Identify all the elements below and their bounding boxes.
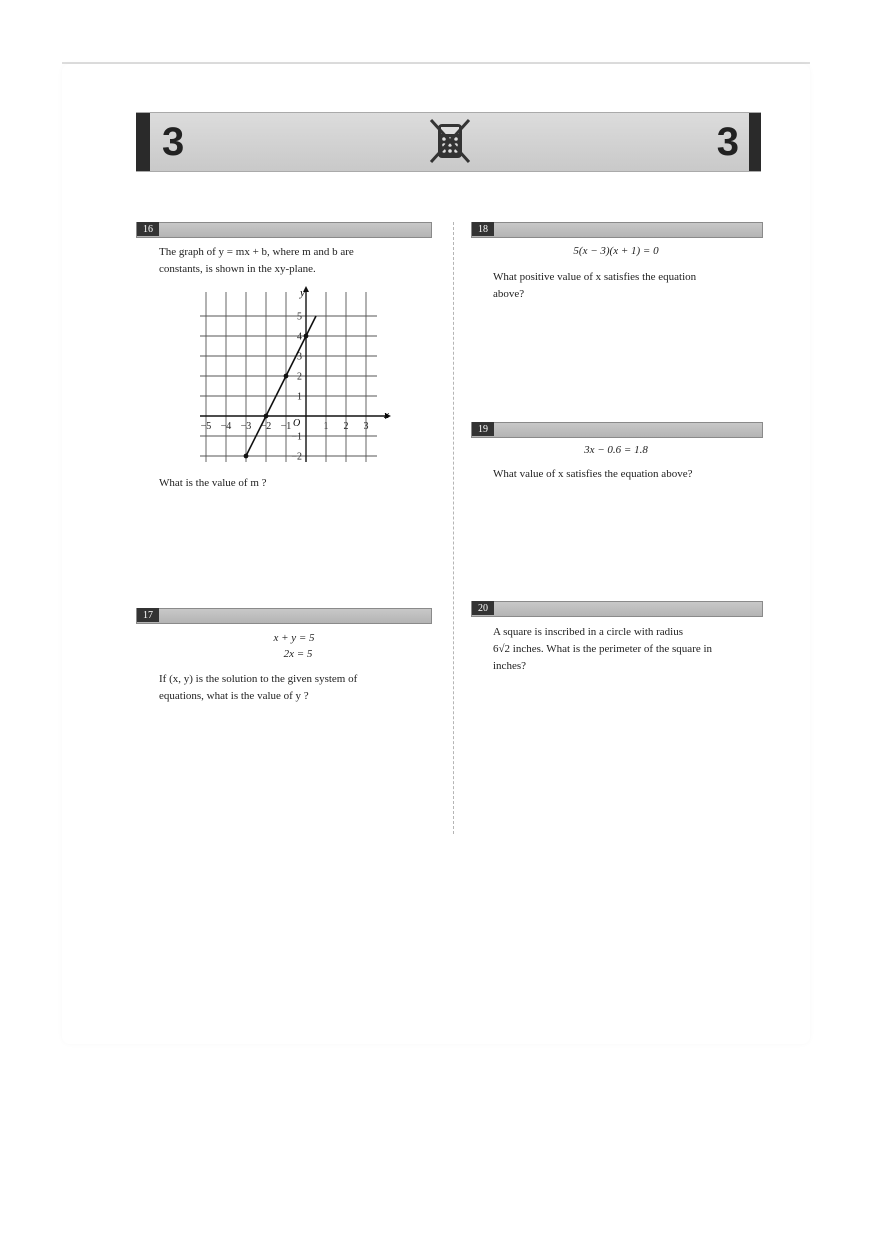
section-number-right: 3 xyxy=(716,120,739,164)
question-18-line-1: What positive value of x satisfies the equation xyxy=(493,271,697,283)
section-number-left: 3 xyxy=(162,120,185,164)
question-bar-19 xyxy=(471,422,763,438)
y-tick-label: 5 xyxy=(297,311,302,323)
question-17-equation-2: 2x = 5 xyxy=(283,648,313,660)
section-bar-right xyxy=(749,113,761,171)
question-20-line-2: 6√2 inches. What is the perimeter of the square in xyxy=(493,643,713,655)
question-20-text xyxy=(493,624,758,675)
question-18-equation: 5(x − 3)(x + 1) = 0 xyxy=(573,245,659,257)
question-bar-16 xyxy=(136,222,432,238)
x-tick-label: −2 xyxy=(260,421,272,432)
question-16-line-1: The graph of y = mx + b, where m and b are xyxy=(159,246,354,258)
question-number-18: 18 xyxy=(472,222,494,236)
x-tick-label: −5 xyxy=(200,421,212,432)
x-tick-label: −1 xyxy=(280,421,292,432)
y-tick-label: −2 xyxy=(291,451,302,463)
y-axis-label: y xyxy=(300,287,305,299)
data-point xyxy=(304,334,309,339)
question-bar-20 xyxy=(471,601,763,617)
question-number-19: 19 xyxy=(472,422,494,436)
data-point xyxy=(284,374,289,379)
question-bar-17 xyxy=(136,608,432,624)
question-16-text xyxy=(159,244,429,278)
x-tick-label: 1 xyxy=(323,421,329,432)
question-17-line-2: equations, what is the value of y ? xyxy=(159,690,309,702)
question-17-equation-1: x + y = 5 xyxy=(273,632,315,644)
graph-grid xyxy=(200,292,377,462)
question-19-line-1: What value of x satisfies the equation above? xyxy=(493,468,693,480)
y-tick-label: 3 xyxy=(297,351,302,363)
x-tick-label: 3 xyxy=(363,421,369,432)
question-16-prompt: What is the value of m ? xyxy=(159,477,267,489)
question-number-16: 16 xyxy=(137,222,159,236)
data-point xyxy=(264,414,269,419)
question-19-text xyxy=(493,466,758,483)
x-tick-label: −4 xyxy=(220,421,232,432)
question-17-line-1: If (x, y) is the solution to the given system of xyxy=(159,673,358,685)
y-tick-label: 4 xyxy=(297,331,302,343)
page-area xyxy=(62,64,810,1044)
question-16-line-2: constants, is shown in the xy-plane. xyxy=(159,263,316,275)
question-20-line-3: inches? xyxy=(493,660,526,672)
data-point xyxy=(244,454,249,459)
question-number-17: 17 xyxy=(137,608,159,622)
section-bar-left xyxy=(136,113,150,171)
question-18-line-2: above? xyxy=(493,288,525,300)
origin-label: O xyxy=(293,418,301,429)
column-divider xyxy=(453,222,454,834)
question-18-text xyxy=(493,269,758,303)
x-tick-label: 2 xyxy=(343,421,349,432)
question-19-equation: 3x − 0.6 = 1.8 xyxy=(584,444,648,456)
x-tick-label: −3 xyxy=(240,421,252,432)
x-axis-label: x xyxy=(384,409,389,421)
question-17-equations xyxy=(159,630,429,662)
question-20-line-1: A square is inscribed in a circle with radius xyxy=(493,626,684,638)
line-graph xyxy=(195,286,395,466)
question-17-text xyxy=(159,671,429,705)
graph-series xyxy=(244,316,316,458)
no-calculator-icon xyxy=(425,114,475,168)
y-tick-label: 2 xyxy=(297,371,302,383)
y-tick-label: 1 xyxy=(297,391,302,403)
question-number-20: 20 xyxy=(472,601,494,615)
question-bar-18 xyxy=(471,222,763,238)
y-tick-label: −1 xyxy=(291,431,302,443)
